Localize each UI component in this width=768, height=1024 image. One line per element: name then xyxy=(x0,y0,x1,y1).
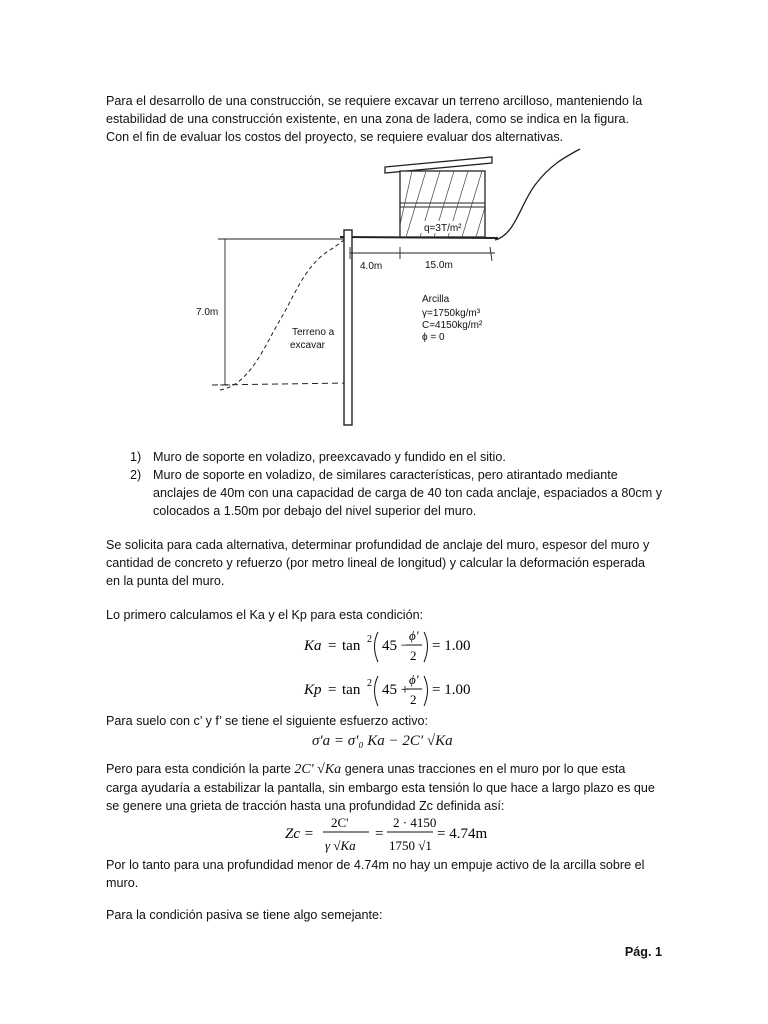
page-number: Pág. 1 xyxy=(624,945,662,959)
kp-den: 2 xyxy=(410,692,417,707)
list-item xyxy=(106,448,666,466)
zc-den-2: 1750 √1 xyxy=(389,838,432,853)
surcharge-label: q=3T/m² xyxy=(424,223,462,234)
intro-paragraph xyxy=(106,92,666,146)
intro-line-3: Con el fin de evaluar los costos del proyecto, se requiere evaluar dos alternativas. xyxy=(106,130,564,144)
soil-unit-weight: γ=1750kg/m³ xyxy=(422,308,481,319)
list-item-number: 1) xyxy=(130,450,142,464)
request-paragraph xyxy=(106,536,666,590)
active-stress-equation: σ'a = σ'₀ Ka − 2C' √Ka xyxy=(312,733,453,749)
soil-friction-angle: ϕ = 0 xyxy=(422,332,445,343)
dimension-4m: 4.0m xyxy=(360,261,383,272)
svg-text:=: = xyxy=(328,638,337,654)
list-item-text: anclajes de 40m con una capacidad de carga de 40 ton cada anclaje, espaciados a 80cm y xyxy=(153,486,662,500)
ka-den: 2 xyxy=(410,648,417,663)
svg-text:2: 2 xyxy=(367,634,372,645)
ka-result: = 1.00 xyxy=(432,638,471,654)
list-item-text: Muro de soporte en voladizo, de similares características, pero atirantado mediante xyxy=(153,468,618,482)
retaining-wall-figure xyxy=(180,145,600,455)
alternatives-list xyxy=(106,448,666,520)
kp-func: tan xyxy=(342,682,361,698)
list-item-text: Muro de soporte en voladizo, preexcavado y fundido en el sitio. xyxy=(153,450,506,464)
zc-lhs: Zc = xyxy=(285,826,314,842)
intro-line-2: estabilidad de una construcción existente, en una zona de ladera, como se indica en la figura. xyxy=(106,112,629,126)
ka-inner: 45 − xyxy=(382,638,410,654)
request-line-2: cantidad de concreto y refuerzo (por metro lineal de longitud) y calcular la deformación esperada xyxy=(106,556,646,570)
retaining-wall xyxy=(344,230,352,425)
zc-num-2: 2 · 4150 xyxy=(393,815,437,830)
hillside-slope xyxy=(495,149,580,240)
dimension-15m: 15.0m xyxy=(425,260,453,271)
conclusion-line-1: Por lo tanto para una profundidad menor de 4.74m no hay un empuje activo de la arcilla sobre el xyxy=(106,858,645,872)
list-item-number: 2) xyxy=(130,468,142,482)
terrain-label-line-2: excavar xyxy=(290,340,326,351)
ka-num: ϕ' xyxy=(409,628,419,643)
dimension-7m: 7.0m xyxy=(196,307,219,318)
calc-intro: Lo primero calculamos el Ka y el Kp para esta condición: xyxy=(106,608,424,622)
list-item-text: colocados a 1.50m por debajo del nivel superior del muro. xyxy=(153,504,477,518)
zc-num-1: 2C' xyxy=(331,815,349,830)
soil-title: Arcilla xyxy=(422,294,450,305)
kp-num: ϕ' xyxy=(409,672,419,687)
svg-text:=: = xyxy=(328,682,337,698)
ka-lhs: Ka xyxy=(304,638,322,654)
request-line-3: en la punta del muro. xyxy=(106,574,225,588)
zc-equation xyxy=(285,812,505,856)
conclusion-paragraph xyxy=(106,856,666,892)
soil-cohesion: C=4150kg/m² xyxy=(422,320,483,331)
excavation-base-line xyxy=(212,383,348,385)
kp-equation xyxy=(304,670,474,710)
kp-result: = 1.00 xyxy=(432,682,471,698)
terrain-label-line-1: Terreno a xyxy=(292,327,335,338)
tension-line-2: carga ayudaría a estabilizar la pantalla, sin embargo esta tensión lo que hace a largo plazo es que xyxy=(106,781,655,795)
excavated-terrain-curve xyxy=(220,239,346,390)
list-item xyxy=(106,466,666,520)
kp-inner: 45 + xyxy=(382,682,410,698)
svg-text:2: 2 xyxy=(367,678,372,689)
ka-func: tan xyxy=(342,638,361,654)
tension-line-1a: Pero para esta condición la parte xyxy=(106,762,291,776)
tension-inline-equation: 2C' √Ka xyxy=(294,762,342,777)
request-line-1: Se solicita para cada alternativa, determinar profundidad de anclaje del muro, espesor del muro y xyxy=(106,538,650,552)
ka-equation xyxy=(304,626,474,666)
conclusion-line-2: muro. xyxy=(106,876,139,890)
zc-den-1: γ √Ka xyxy=(325,838,356,853)
intro-line-1: Para el desarrollo de una construcción, se requiere excavar un terreno arcilloso, manteniendo la xyxy=(106,94,643,108)
tension-paragraph xyxy=(106,760,666,815)
active-intro: Para suelo con c’ y f’ se tiene el siguiente esfuerzo activo: xyxy=(106,714,429,728)
kp-lhs: Kp xyxy=(304,682,322,698)
tension-line-3: se genere una grieta de tracción hasta una profundidad Zc definida así: xyxy=(106,799,505,813)
zc-result: = 4.74m xyxy=(437,826,488,842)
svg-text:=: = xyxy=(375,826,384,842)
tension-line-1b: genera unas tracciones en el muro por lo que esta xyxy=(344,762,626,776)
passive-intro: Para la condición pasiva se tiene algo semejante: xyxy=(106,908,383,922)
